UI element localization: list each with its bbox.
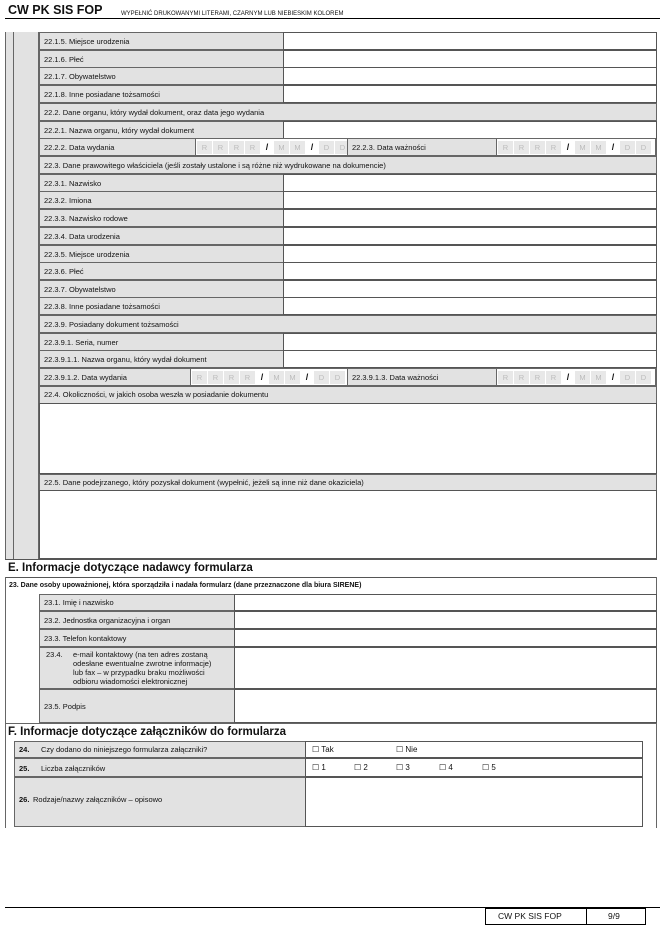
- row-23-1-label: 23.1. Imię i nazwisko: [39, 594, 235, 611]
- row-23-4-number: 23.4.: [46, 650, 63, 659]
- row-r2235-field[interactable]: [283, 245, 657, 263]
- row-r223912-label: 22.3.9.1.2. Data wydania: [39, 368, 191, 386]
- q24-number: 24.: [19, 745, 30, 754]
- row-r2216-field[interactable]: [283, 50, 657, 68]
- form-code: CW PK SIS FOP: [8, 3, 103, 17]
- row-23-3-label: 23.3. Telefon kontaktowy: [39, 629, 235, 647]
- row-r2234-field[interactable]: [283, 227, 657, 245]
- row-r22391-field[interactable]: [283, 333, 657, 351]
- row-23-4-text: e-mail kontaktowy (na ten adres zostaną odesłane ewentualne zwrotne informacje) lub fax – w przypadku braku możliwości odbioru wiadomości elektronicznej: [73, 650, 212, 686]
- row-r2236-label: 22.3.6. Płeć: [39, 262, 284, 280]
- row-r223911-label: 22.3.9.1.1. Nazwa organu, który wydał dokument: [39, 350, 284, 368]
- row-23-4-label: [39, 647, 235, 689]
- row-r2217-field[interactable]: [283, 67, 657, 85]
- date-digit-m[interactable]: M: [591, 371, 606, 384]
- date-separator[interactable]: /: [607, 141, 619, 154]
- left-margin: [5, 32, 13, 559]
- q25-number: 25.: [19, 764, 30, 773]
- row-r2221-field[interactable]: [283, 121, 657, 139]
- checkbox-no[interactable]: ☐ Nie: [396, 745, 418, 754]
- date-digit-d[interactable]: D: [335, 141, 350, 154]
- row-r2215-field[interactable]: [283, 32, 657, 50]
- heading-r2239: 22.3.9. Posiadany dokument tożsamości: [39, 315, 657, 333]
- heading-r222: 22.2. Dane organu, który wydał dokument, oraz data jego wydania: [39, 103, 657, 121]
- date-digit-r[interactable]: R: [197, 141, 212, 154]
- q26-text: Rodzaje/nazwy załączników – opisowo: [33, 795, 163, 804]
- heading-r223: 22.3. Dane prawowitego właściciela (jeśli zostały ustalone i są różne niż wydrukowane na dokumencie): [39, 156, 657, 174]
- footer-form-code: CW PK SIS FOP: [498, 911, 562, 921]
- row-r2232-field[interactable]: [283, 191, 657, 209]
- date-digit-r[interactable]: R: [245, 141, 260, 154]
- row-r2238-label: 22.3.8. Inne posiadane tożsamości: [39, 297, 284, 315]
- section-e-title: E. Informacje dotyczące nadawcy formularza: [8, 562, 253, 574]
- date-digit-r[interactable]: R: [546, 141, 561, 154]
- row-r2238-field[interactable]: [283, 297, 657, 315]
- attachments-description-field[interactable]: [305, 777, 643, 827]
- row-r2216-label: 22.1.6. Płeć: [39, 50, 284, 68]
- q24-label: [14, 741, 306, 758]
- date-separator[interactable]: /: [562, 371, 574, 384]
- signature-field[interactable]: [234, 689, 657, 723]
- row-r2231-label: 22.3.1. Nazwisko: [39, 174, 284, 192]
- date-digit-d[interactable]: D: [636, 141, 651, 154]
- date-separator[interactable]: /: [562, 141, 574, 154]
- checkbox-count-1[interactable]: ☐ 1: [312, 763, 326, 772]
- header-divider: [5, 18, 660, 19]
- email-fax-field[interactable]: [234, 647, 657, 689]
- phone-field[interactable]: [234, 629, 657, 647]
- date-digit-m[interactable]: M: [285, 371, 300, 384]
- q24-text: Czy dodano do niniejszego formularza załączniki?: [41, 745, 208, 754]
- checkbox-yes[interactable]: ☐ Tak: [312, 745, 334, 754]
- q24-options: [305, 741, 643, 758]
- q23-heading: 23. Dane osoby upoważnionej, która sporządziła i nadała formularz (dane przeznaczone dla biura SIRENE): [5, 577, 657, 593]
- section-e-divider: [5, 559, 657, 560]
- row-r2223-label: 22.2.3. Data ważności: [347, 138, 497, 156]
- row-r2237-label: 22.3.7. Obywatelstwo: [39, 280, 284, 298]
- date-digit-m[interactable]: M: [575, 371, 590, 384]
- date-separator[interactable]: /: [306, 141, 318, 154]
- footer-separator: [586, 908, 587, 925]
- row-r2235-label: 22.3.5. Miejsce urodzenia: [39, 245, 284, 263]
- section-f-title: F. Informacje dotyczące załączników do formularza: [8, 726, 286, 738]
- date-separator[interactable]: /: [607, 371, 619, 384]
- issue-date-field[interactable]: [195, 138, 355, 156]
- date-digit-d[interactable]: D: [620, 141, 635, 154]
- heading-r224: 22.4. Okoliczności, w jakich osoba weszła w posiadanie dokumentu: [39, 386, 657, 404]
- circumstances-field[interactable]: [39, 403, 657, 474]
- date-digit-d[interactable]: D: [620, 371, 635, 384]
- heading-r225: 22.5. Dane podejrzanego, który pozyskał dokument (wypełnić, jeżeli są inne niż dane okaziciela): [39, 474, 657, 491]
- suspect-data-field[interactable]: [39, 490, 657, 559]
- checkbox-count-4[interactable]: ☐ 4: [439, 763, 453, 772]
- q25-options: [305, 758, 643, 777]
- date-digit-r[interactable]: R: [498, 371, 513, 384]
- row-r2234-label: 22.3.4. Data urodzenia: [39, 227, 284, 245]
- owner-doc-issue-date-field[interactable]: [190, 368, 350, 386]
- q25-label: [14, 758, 306, 777]
- q26-label: [14, 777, 306, 827]
- page-number: 9/9: [608, 911, 620, 921]
- date-digit-r[interactable]: R: [514, 141, 529, 154]
- date-digit-d[interactable]: D: [636, 371, 651, 384]
- organization-field[interactable]: [234, 611, 657, 629]
- row-r2233-label: 22.3.3. Nazwisko rodowe: [39, 209, 284, 227]
- date-digit-m[interactable]: M: [290, 141, 305, 154]
- q26-number: 26.: [19, 795, 30, 804]
- row-r2221-label: 22.2.1. Nazwa organu, który wydał dokument: [39, 121, 284, 139]
- row-r2218-field[interactable]: [283, 85, 657, 103]
- date-digit-r[interactable]: R: [498, 141, 513, 154]
- q25-text: Liczba załączników: [41, 764, 106, 773]
- row-r2218-label: 22.1.8. Inne posiadane tożsamości: [39, 85, 284, 103]
- row-r2231-field[interactable]: [283, 174, 657, 192]
- date-digit-r[interactable]: R: [208, 371, 223, 384]
- row-r2222-label: 22.2.2. Data wydania: [39, 138, 196, 156]
- indent-margin: [13, 32, 39, 559]
- date-digit-d[interactable]: D: [319, 141, 334, 154]
- date-digit-m[interactable]: M: [575, 141, 590, 154]
- checkbox-count-5[interactable]: ☐ 5: [482, 763, 496, 772]
- row-r22391-label: 22.3.9.1. Seria, numer: [39, 333, 284, 351]
- date-digit-r[interactable]: R: [240, 371, 255, 384]
- row-r223911-field[interactable]: [283, 350, 657, 368]
- date-digit-r[interactable]: R: [229, 141, 244, 154]
- row-23-5-label: 23.5. Podpis: [39, 689, 235, 723]
- date-digit-d[interactable]: D: [314, 371, 329, 384]
- row-r2217-label: 22.1.7. Obywatelstwo: [39, 67, 284, 85]
- name-field[interactable]: [234, 594, 657, 611]
- date-digit-r[interactable]: R: [213, 141, 228, 154]
- date-digit-m[interactable]: M: [591, 141, 606, 154]
- date-separator[interactable]: /: [261, 141, 273, 154]
- checkbox-count-2[interactable]: ☐ 2: [354, 763, 368, 772]
- row-r223913-label: 22.3.9.1.3. Data ważności: [347, 368, 497, 386]
- checkbox-count-3[interactable]: ☐ 3: [396, 763, 410, 772]
- date-digit-r[interactable]: R: [530, 141, 545, 154]
- date-digit-r[interactable]: R: [224, 371, 239, 384]
- row-23-2-label: 23.2. Jednostka organizacyjna i organ: [39, 611, 235, 629]
- date-separator[interactable]: /: [301, 371, 313, 384]
- date-separator[interactable]: /: [256, 371, 268, 384]
- date-digit-r[interactable]: R: [546, 371, 561, 384]
- date-digit-r[interactable]: R: [530, 371, 545, 384]
- row-r2237-field[interactable]: [283, 280, 657, 298]
- owner-doc-expiry-date-field[interactable]: [496, 368, 656, 386]
- date-digit-r[interactable]: R: [192, 371, 207, 384]
- date-digit-m[interactable]: M: [274, 141, 289, 154]
- fill-instructions: WYPEŁNIĆ DRUKOWANYMI LITERAMI, CZARNYM LUB NIEBIESKIM KOLOREM: [121, 11, 344, 17]
- row-r2233-field[interactable]: [283, 209, 657, 227]
- expiry-date-field[interactable]: [496, 138, 656, 156]
- row-r2232-label: 22.3.2. Imiona: [39, 191, 284, 209]
- date-digit-d[interactable]: D: [330, 371, 345, 384]
- date-digit-r[interactable]: R: [514, 371, 529, 384]
- date-digit-m[interactable]: M: [269, 371, 284, 384]
- row-r2215-label: 22.1.5. Miejsce urodzenia: [39, 32, 284, 50]
- row-r2236-field[interactable]: [283, 262, 657, 280]
